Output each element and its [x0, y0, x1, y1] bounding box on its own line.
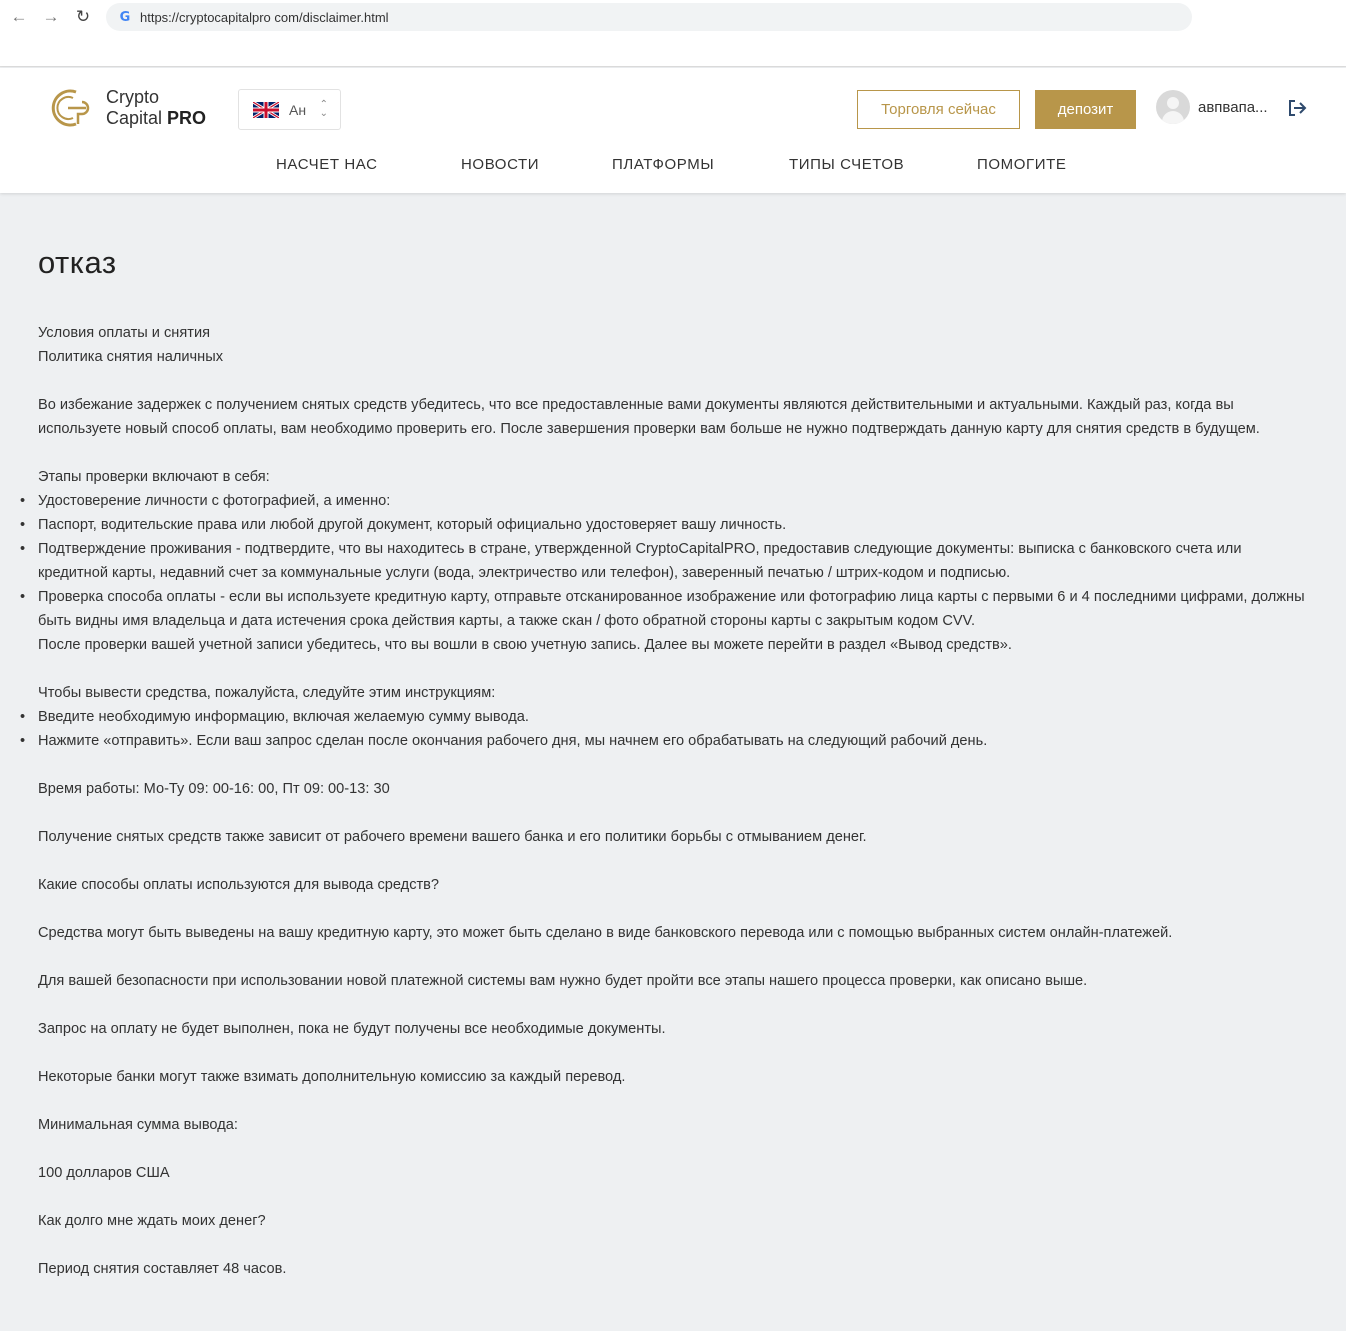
list-item: • Подтверждение проживания - подтвердите, что вы находитесь в стране, утвержденной CryptoCapitalPRO, предоставив следующие документы: выписка с банковского счета или кредитной карты, недавний счет за коммунальные услуги (вода, электричество или телефон), заверенный печатью / штрих-кодом и подписью.: [38, 537, 1308, 585]
language-select[interactable]: [238, 89, 341, 130]
language-label: Ан: [289, 101, 307, 118]
address-bar[interactable]: [106, 3, 1192, 31]
list-item: • Проверка способа оплаты - если вы используете кредитную карту, отправьте отсканированное изображение или фотографию лица карты с первыми 6 и 4 последними цифрами, должны быть видны имя владельца и дата истечения срока действия карты, а также скан / фото обратной стороны карты с закрытым кодом CVV.: [38, 585, 1308, 633]
answer-wait: Период снятия составляет 48 часов.: [38, 1261, 287, 1277]
google-icon: G: [119, 9, 131, 25]
nav-account-types[interactable]: ТИПЫ СЧЕТОВ: [789, 156, 905, 173]
intro-line-2: Политика снятия наличных: [38, 349, 224, 365]
logo-mark-icon: [46, 86, 98, 130]
fee-note: Некоторые банки могут также взимать дополнительную комиссию за каждый перевод.: [38, 1069, 626, 1085]
url-text[interactable]: https://cryptocapitalpro com/disclaimer.html: [140, 9, 389, 25]
working-hours: Время работы: Мо-Ту 09: 00-16: 00, Пт 09: 00-13: 30: [38, 781, 390, 797]
list-item: • Удостоверение личности с фотографией, а именно:: [38, 489, 1308, 513]
deposit-button[interactable]: депозит: [1035, 90, 1136, 129]
back-arrow-icon[interactable]: ←: [10, 7, 28, 26]
intro-line-1: Условия оплаты и снятия: [38, 325, 211, 341]
minimum-value: 100 долларов США: [38, 1165, 170, 1181]
list-item: • Нажмите «отправить». Если ваш запрос сделан после окончания рабочего дня, мы начнем его обрабатывать на следующий рабочий день.: [38, 729, 1308, 753]
minimum-label: Минимальная сумма вывода:: [38, 1117, 238, 1133]
nav-help[interactable]: ПОМОГИТЕ: [977, 156, 1067, 173]
documents-note: Запрос на оплату не будет выполнен, пока не будут получены все необходимые документы.: [38, 1021, 666, 1037]
avatar[interactable]: [1156, 90, 1190, 124]
list-item: • Введите необходимую информацию, включая желаемую сумму вывода.: [38, 705, 1308, 729]
answer-methods: Средства могут быть выведены на вашу кредитную карту, это может быть сделано в виде банковского перевода или с помощью выбранных систем онлайн-платежей.: [38, 925, 1173, 941]
user-menu[interactable]: [1156, 90, 1268, 124]
uk-flag-icon: [253, 102, 279, 118]
logo-word-pro: PRO: [167, 108, 207, 128]
browser-chrome: [0, 0, 1346, 67]
logo-text: [106, 87, 206, 129]
main-content: [38, 245, 1308, 1281]
logo-line2: [106, 108, 206, 129]
logo-line1: Crypto: [106, 87, 160, 107]
nav-platforms[interactable]: ПЛАТФОРМЫ: [612, 156, 715, 173]
logout-icon[interactable]: [1287, 98, 1307, 118]
page-title: отказ: [38, 245, 117, 280]
instructions-heading: Чтобы вывести средства, пожалуйста, следуйте этим инструкциям:: [38, 685, 496, 701]
question-wait: Как долго мне ждать моих денег?: [38, 1213, 266, 1229]
steps-heading: Этапы проверки включают в себя:: [38, 469, 270, 485]
steps-list: [38, 489, 1308, 633]
instructions-list: [38, 705, 1308, 753]
main-nav: [0, 156, 1346, 176]
site-logo[interactable]: [46, 86, 206, 130]
question-methods: Какие способы оплаты используются для вывода средств?: [38, 877, 440, 893]
reload-icon[interactable]: ↻: [75, 7, 91, 26]
trade-now-button[interactable]: Торговля сейчас: [857, 90, 1020, 129]
nav-about[interactable]: НАСЧЕТ НАС: [276, 156, 378, 173]
username[interactable]: авпвапа...: [1198, 98, 1268, 116]
site-header: [0, 68, 1346, 193]
logo-word-capital: Capital: [106, 108, 163, 128]
after-steps-text: После проверки вашей учетной записи убедитесь, что вы вошли в свою учетную запись. Далее вы можете перейти в раздел «Вывод средств».: [38, 637, 1012, 653]
security-note: Для вашей безопасности при использовании новой платежной системы вам нужно будет пройти все этапы нашего процесса проверки, как описано выше.: [38, 973, 1088, 989]
bank-note: Получение снятых средств также зависит от рабочего времени вашего банка и его политики борьбы с отмыванием денег.: [38, 829, 867, 845]
paragraph-verification: Во избежание задержек с получением снятых средств убедитесь, что все предоставленные вами документы являются действительными и актуальными. Каждый раз, когда вы используете новый способ оплаты, вам необходимо проверить его. После завершения проверки вам больше не нужно подтверждать данную карту для снятия средств в будущем.: [38, 397, 1260, 437]
nav-news[interactable]: НОВОСТИ: [461, 156, 540, 173]
list-item: • Паспорт, водительские права или любой другой документ, который официально удостоверяет вашу личность.: [38, 513, 1308, 537]
forward-arrow-icon[interactable]: →: [42, 7, 60, 26]
chevron-updown-icon: ⌃ ⌄: [319, 99, 328, 119]
